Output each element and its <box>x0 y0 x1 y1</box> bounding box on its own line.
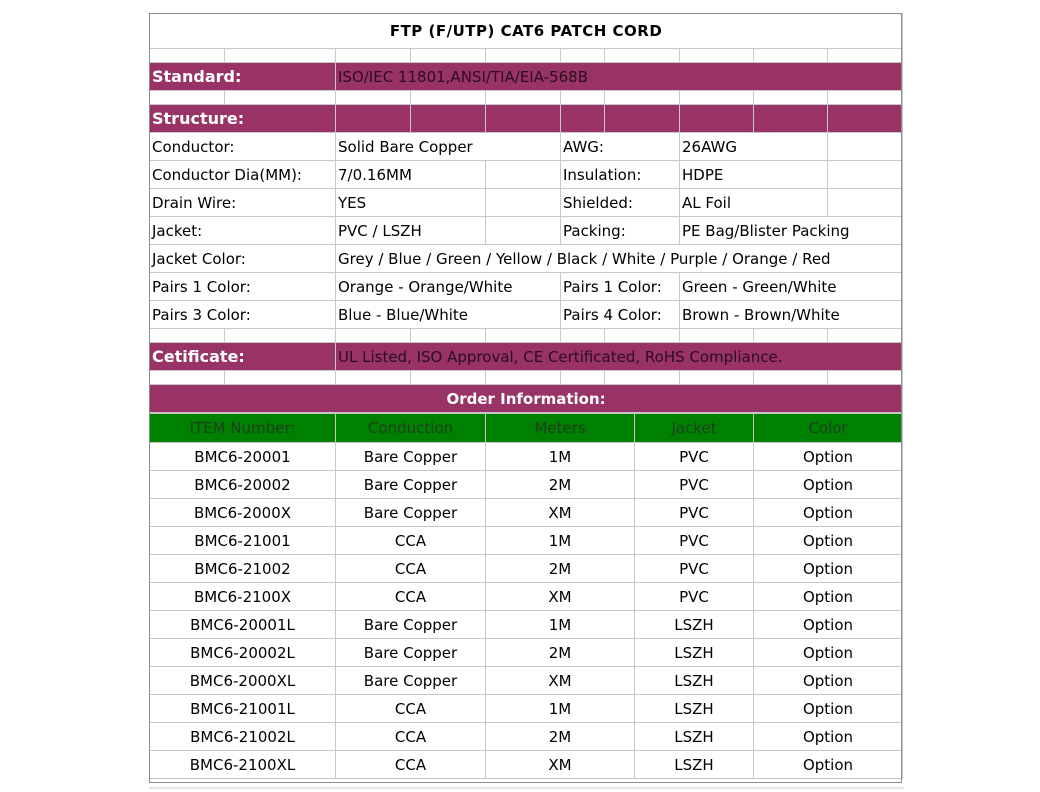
meters-cell: XM <box>486 499 635 527</box>
meters-cell: XM <box>486 583 635 611</box>
spec-row <box>150 273 903 301</box>
certificate-band <box>150 343 903 371</box>
spec-row <box>150 301 903 329</box>
pairs1-label: Pairs 1 Color: <box>150 273 336 301</box>
table-row <box>150 667 903 695</box>
table-row <box>150 723 903 751</box>
conduction-cell: CCA <box>336 527 486 555</box>
header-conduction: Conduction <box>336 414 486 443</box>
spacer-row <box>150 329 903 343</box>
page-title: FTP (F/UTP) CAT6 PATCH CORD <box>150 14 903 49</box>
structure-band <box>150 105 903 133</box>
pairs3-value: Blue - Blue/White <box>336 301 561 329</box>
item-number-cell: BMC6-20001L <box>150 611 336 639</box>
jacket-cell: PVC <box>635 555 754 583</box>
pairs4-value: Brown - Brown/White <box>680 301 903 329</box>
conductor-value: Solid Bare Copper <box>336 133 561 161</box>
spec-sheet <box>149 13 902 783</box>
header-item-number: ITEM Number: <box>150 414 336 443</box>
table-row <box>150 611 903 639</box>
table-row <box>150 527 903 555</box>
conductor-label: Conductor: <box>150 133 336 161</box>
jacket-cell: LSZH <box>635 611 754 639</box>
jacket-cell: PVC <box>635 583 754 611</box>
item-number-cell: BMC6-2100XL <box>150 751 336 779</box>
table-row <box>150 583 903 611</box>
meters-cell: XM <box>486 667 635 695</box>
drain-wire-value: YES <box>336 189 486 217</box>
packing-label: Packing: <box>561 217 680 245</box>
shielded-value: AL Foil <box>680 189 828 217</box>
color-cell: Option <box>754 471 903 499</box>
pairs1b-label: Pairs 1 Color: <box>561 273 680 301</box>
item-number-cell: BMC6-2100X <box>150 583 336 611</box>
pairs1-value: Orange - Orange/White <box>336 273 561 301</box>
item-number-cell: BMC6-2000X <box>150 499 336 527</box>
jacket-cell: LSZH <box>635 751 754 779</box>
jacket-cell: PVC <box>635 527 754 555</box>
jacket-cell: LSZH <box>635 639 754 667</box>
standard-band <box>150 63 903 91</box>
jacket-color-value: Grey / Blue / Green / Yellow / Black / White / Purple / Orange / Red <box>336 245 903 273</box>
jacket-cell: PVC <box>635 499 754 527</box>
item-number-cell: BMC6-21001 <box>150 527 336 555</box>
conduction-cell: Bare Copper <box>336 667 486 695</box>
divider <box>149 787 904 789</box>
spec-row <box>150 161 903 189</box>
color-cell: Option <box>754 583 903 611</box>
table-row <box>150 499 903 527</box>
insulation-label: Insulation: <box>561 161 680 189</box>
item-number-cell: BMC6-21001L <box>150 695 336 723</box>
packing-value: PE Bag/Blister Packing <box>680 217 903 245</box>
standard-value: ISO/IEC 11801,ANSI/TIA/EIA-568B <box>336 63 903 91</box>
table-row <box>150 471 903 499</box>
jacket-cell: PVC <box>635 471 754 499</box>
order-header-row <box>150 414 903 443</box>
table-row <box>150 555 903 583</box>
table-row <box>150 639 903 667</box>
color-cell: Option <box>754 443 903 471</box>
conduction-cell: Bare Copper <box>336 443 486 471</box>
header-jacket: Jacket <box>635 414 754 443</box>
pairs3-label: Pairs 3 Color: <box>150 301 336 329</box>
jacket-cell: LSZH <box>635 723 754 751</box>
jacket-value: PVC / LSZH <box>336 217 486 245</box>
item-number-cell: BMC6-21002 <box>150 555 336 583</box>
color-cell: Option <box>754 639 903 667</box>
color-cell: Option <box>754 499 903 527</box>
meters-cell: 2M <box>486 471 635 499</box>
spec-row <box>150 217 903 245</box>
meters-cell: 1M <box>486 611 635 639</box>
conduction-cell: Bare Copper <box>336 611 486 639</box>
certificate-value: UL Listed, ISO Approval, CE Certificated, RoHS Compliance. <box>336 343 903 371</box>
meters-cell: 1M <box>486 443 635 471</box>
insulation-value: HDPE <box>680 161 828 189</box>
item-number-cell: BMC6-20001 <box>150 443 336 471</box>
order-label: Order Information: <box>150 385 903 413</box>
color-cell: Option <box>754 751 903 779</box>
jacket-cell: LSZH <box>635 667 754 695</box>
header-meters: Meters <box>486 414 635 443</box>
spec-row <box>150 245 903 273</box>
standard-label: Standard: <box>150 63 336 91</box>
meters-cell: 1M <box>486 695 635 723</box>
conductor-dia-label: Conductor Dia(MM): <box>150 161 336 189</box>
meters-cell: 2M <box>486 639 635 667</box>
table-row <box>150 695 903 723</box>
color-cell: Option <box>754 695 903 723</box>
awg-value: 26AWG <box>680 133 828 161</box>
item-number-cell: BMC6-20002 <box>150 471 336 499</box>
spec-row <box>150 133 903 161</box>
color-cell: Option <box>754 555 903 583</box>
awg-label: AWG: <box>561 133 680 161</box>
meters-cell: 1M <box>486 527 635 555</box>
spacer-row <box>150 91 903 105</box>
order-table <box>149 413 903 779</box>
item-number-cell: BMC6-2000XL <box>150 667 336 695</box>
spacer-row <box>150 49 903 63</box>
pairs1b-value: Green - Green/White <box>680 273 903 301</box>
jacket-cell: PVC <box>635 443 754 471</box>
conduction-cell: Bare Copper <box>336 499 486 527</box>
conduction-cell: CCA <box>336 723 486 751</box>
item-number-cell: BMC6-21002L <box>150 723 336 751</box>
conduction-cell: Bare Copper <box>336 639 486 667</box>
structure-label: Structure: <box>150 105 336 133</box>
table-row <box>150 443 903 471</box>
color-cell: Option <box>754 667 903 695</box>
color-cell: Option <box>754 611 903 639</box>
meters-cell: XM <box>486 751 635 779</box>
pairs4-label: Pairs 4 Color: <box>561 301 680 329</box>
meters-cell: 2M <box>486 723 635 751</box>
color-cell: Option <box>754 723 903 751</box>
shielded-label: Shielded: <box>561 189 680 217</box>
jacket-color-label: Jacket Color: <box>150 245 336 273</box>
jacket-label: Jacket: <box>150 217 336 245</box>
color-cell: Option <box>754 527 903 555</box>
drain-wire-label: Drain Wire: <box>150 189 336 217</box>
spec-table <box>149 13 903 413</box>
conduction-cell: CCA <box>336 555 486 583</box>
conduction-cell: CCA <box>336 583 486 611</box>
conduction-cell: Bare Copper <box>336 471 486 499</box>
header-color: Color <box>754 414 903 443</box>
order-band <box>150 385 903 413</box>
certificate-label: Cetificate: <box>150 343 336 371</box>
spec-row <box>150 189 903 217</box>
jacket-cell: LSZH <box>635 695 754 723</box>
conductor-dia-value: 7/0.16MM <box>336 161 486 189</box>
item-number-cell: BMC6-20002L <box>150 639 336 667</box>
spacer-row <box>150 371 903 385</box>
meters-cell: 2M <box>486 555 635 583</box>
conduction-cell: CCA <box>336 695 486 723</box>
table-row <box>150 751 903 779</box>
conduction-cell: CCA <box>336 751 486 779</box>
